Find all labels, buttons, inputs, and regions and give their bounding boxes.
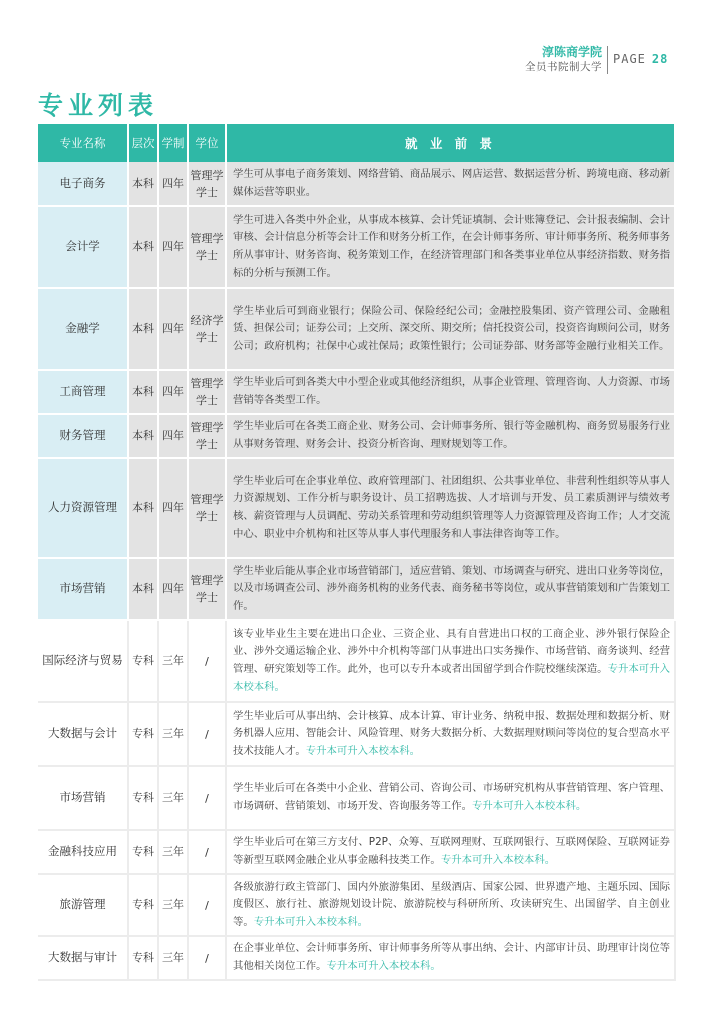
cell-major: 市场营销 (38, 766, 128, 830)
cell-major: 旅游管理 (38, 874, 128, 936)
cell-major: 市场营销 (38, 558, 128, 620)
cell-level: 专科 (128, 702, 158, 766)
cell-degree: 管理学学士 (188, 414, 226, 458)
cell-major: 金融科技应用 (38, 830, 128, 874)
upgrade-note: 专升本可升入本校本科。 (440, 854, 556, 866)
table-row (38, 458, 675, 558)
brand-name: 淳陈商学院 (541, 45, 602, 59)
cell-degree: / (188, 830, 226, 874)
cell-level: 专科 (128, 830, 158, 874)
brand-block (525, 44, 602, 75)
cell-career (226, 936, 675, 980)
col-header-career: 就 业 前 景 (226, 124, 675, 162)
cell-duration: 四年 (158, 558, 188, 620)
cell-major: 人力资源管理 (38, 458, 128, 558)
cell-duration: 四年 (158, 458, 188, 558)
cell-duration: 四年 (158, 370, 188, 414)
cell-duration: 三年 (158, 874, 188, 936)
brand-slogan: 全员书院制大学 (525, 61, 602, 73)
table-row (38, 936, 675, 980)
page-number (613, 52, 668, 66)
upgrade-note: 专升本可升入本校本科。 (305, 744, 421, 757)
cell-duration: 三年 (158, 620, 188, 702)
upgrade-note: 专升本可升入本校本科。 (253, 915, 369, 928)
cell-degree: 管理学学士 (188, 558, 226, 620)
col-header-degree: 学位 (188, 124, 226, 162)
col-header-duration: 学制 (158, 124, 188, 162)
cell-degree: 管理学学士 (188, 370, 226, 414)
cell-level: 本科 (128, 414, 158, 458)
cell-career (226, 206, 675, 288)
cell-level: 专科 (128, 936, 158, 980)
cell-career (226, 830, 675, 874)
cell-major: 工商管理 (38, 370, 128, 414)
career-text: 学生毕业后能从事企业市场营销部门，适应营销、策划、市场调查与研究、进出口业务等岗位，以及市场调查公司、涉外商务机构的业务代表、商务秘书等岗位，或从事营销策划和广告策划工作。 (233, 564, 670, 612)
upgrade-note: 专升本可升入本校本科。 (233, 663, 671, 693)
table-row (38, 766, 675, 830)
career-text: 学生毕业后可到商业银行；保险公司、保险经纪公司；金融控股集团、资产管理公司、金融租赁、担保公司；证券公司；上交所、深交所、期交所；信托投资公司，投资咨询顾问公司，财务公司；政府机构；社保中心或社保局；政策性银行；公司证券部、财务部等金融行业相关工作。 (233, 304, 670, 352)
cell-level: 本科 (128, 370, 158, 414)
career-text: 学生毕业后可在第三方支付、P2P、众筹、互联网理财、互联网银行、互联网保险、互联网证券等新型互联网金融企业从事金融科技类工作。 (233, 836, 670, 866)
table-row (38, 702, 675, 766)
cell-career (226, 458, 675, 558)
cell-career (226, 702, 675, 766)
cell-duration: 四年 (158, 162, 188, 206)
career-text: 学生毕业后可在企事业单位、政府管理部门、社团组织、公共事业单位、非营利性组织等从事人力资源规划、工作分析与职务设计、员工招聘选拔、人才培训与开发、员工素质测评与绩效考核、薪资管理与人员调配、劳动关系管理和劳动组织管理等人力资源管理及咨询工作；人才交流中心、职业中介机构和社区等从事人事代理服务和人事法律咨询等工作。 (233, 474, 670, 540)
cell-major: 财务管理 (38, 414, 128, 458)
upgrade-note: 专升本可升入本校本科。 (326, 960, 441, 972)
career-text: 学生可进入各类中外企业，从事成本核算、会计凭证填制、会计账簿登记、会计报表编制、会计审核、会计信息分析等会计工作和财务分析工作，在会计师事务所、审计师事务所、税务师事务所从事审计、财务咨询、税务策划工作，在经济管理部门和各类事业单位从事经济指数、财务指标的分析与预测工作。 (233, 213, 670, 279)
majors-table (38, 124, 676, 981)
career-text: 学生毕业后可从事出纳、会计核算、成本计算、审计业务、纳税申报、数据处理和数据分析、财务机器人应用、智能会计、风险管理、财务大数据分析、大数据理财顾问等岗位的复合型高水平技术技能人才。 (233, 709, 670, 757)
table-row (38, 558, 675, 620)
cell-major: 会计学 (38, 206, 128, 288)
page-header (0, 0, 725, 80)
cell-career (226, 874, 675, 936)
table-row (38, 620, 675, 702)
cell-career (226, 370, 675, 414)
table-row (38, 288, 675, 370)
cell-career (226, 162, 675, 206)
cell-career (226, 288, 675, 370)
cell-degree: / (188, 620, 226, 702)
table-row (38, 874, 675, 936)
cell-level: 本科 (128, 288, 158, 370)
cell-major: 电子商务 (38, 162, 128, 206)
cell-duration: 四年 (158, 414, 188, 458)
cell-career (226, 766, 675, 830)
cell-duration: 四年 (158, 206, 188, 288)
cell-degree: / (188, 874, 226, 936)
career-text: 学生可从事电子商务策划、网络营销、商品展示、网店运营、数据运营分析、跨境电商、移动新媒体运营等职业。 (233, 167, 670, 198)
cell-level: 本科 (128, 162, 158, 206)
career-text: 学生毕业后可到各类大中小型企业或其他经济组织，从事企业管理、管理咨询、人力资源、市场营销等各类型工作。 (233, 376, 670, 406)
majors-table-wrap (38, 124, 675, 981)
cell-duration: 三年 (158, 830, 188, 874)
cell-career (226, 414, 675, 458)
col-header-major: 专业名称 (38, 124, 128, 162)
cell-degree: / (188, 702, 226, 766)
cell-career (226, 620, 675, 702)
cell-major: 金融学 (38, 288, 128, 370)
cell-level: 专科 (128, 766, 158, 830)
cell-degree: 管理学学士 (188, 206, 226, 288)
cell-degree: 管理学学士 (188, 162, 226, 206)
cell-level: 本科 (128, 558, 158, 620)
cell-level: 专科 (128, 874, 158, 936)
table-body (38, 162, 675, 980)
cell-degree: 经济学学士 (188, 288, 226, 370)
table-row (38, 830, 675, 874)
table-row (38, 414, 675, 458)
career-text: 各级旅游行政主管部门、国内外旅游集团、星级酒店、国家公园、世界遗产地、主题乐园、国际度假区、旅行社、旅游规划设计院、旅游院校与科研所所、攻读研究生、出国留学、自主创业等。 (233, 880, 670, 928)
table-row (38, 206, 675, 288)
table-row (38, 370, 675, 414)
cell-duration: 四年 (158, 288, 188, 370)
header-divider (607, 46, 608, 74)
cell-duration: 三年 (158, 702, 188, 766)
cell-level: 专科 (128, 620, 158, 702)
page-number-value: 28 (651, 52, 669, 66)
career-text: 学生毕业后可在各类工商企业、财务公司、会计师事务所、银行等金融机构、商务贸易服务行业从事财务管理、财务会计、投资分析咨询、理财规划等工作。 (233, 420, 670, 450)
career-text: 学生毕业后可在各类中小企业、营销公司、咨询公司、市场研究机构从事营销管理、客户管理、市场调研、营销策划、市场开发、咨询服务等工作。 (233, 782, 670, 812)
cell-level: 本科 (128, 206, 158, 288)
upgrade-note: 专升本可升入本校本科。 (471, 800, 587, 812)
page-title: 专业列表 (38, 91, 159, 120)
cell-degree: / (188, 766, 226, 830)
cell-degree: / (188, 936, 226, 980)
career-text: 该专业毕业生主要在进出口企业、三资企业、具有自营进出口权的工商企业、涉外银行保险企业、涉外交通运输企业、涉外中介机构等部门从事进出口实务操作、市场营销、商务谈判、经营管理、研究策划等工作。此外，也可以专升本或者出国留学到合作院校继续深造。 (233, 627, 670, 675)
page-prefix: PAGE (613, 52, 646, 66)
cell-career (226, 558, 675, 620)
career-text: 在企事业单位、会计师事务所、审计师事务所等从事出纳、会计、内部审计员、助理审计岗位等其他相关岗位工作。 (233, 942, 670, 972)
cell-level: 本科 (128, 458, 158, 558)
cell-degree: 管理学学士 (188, 458, 226, 558)
cell-duration: 三年 (158, 766, 188, 830)
cell-major: 大数据与会计 (38, 702, 128, 766)
cell-major: 大数据与审计 (38, 936, 128, 980)
table-header-row (38, 124, 675, 162)
cell-major: 国际经济与贸易 (38, 620, 128, 702)
table-row (38, 162, 675, 206)
cell-duration: 三年 (158, 936, 188, 980)
col-header-level: 层次 (128, 124, 158, 162)
